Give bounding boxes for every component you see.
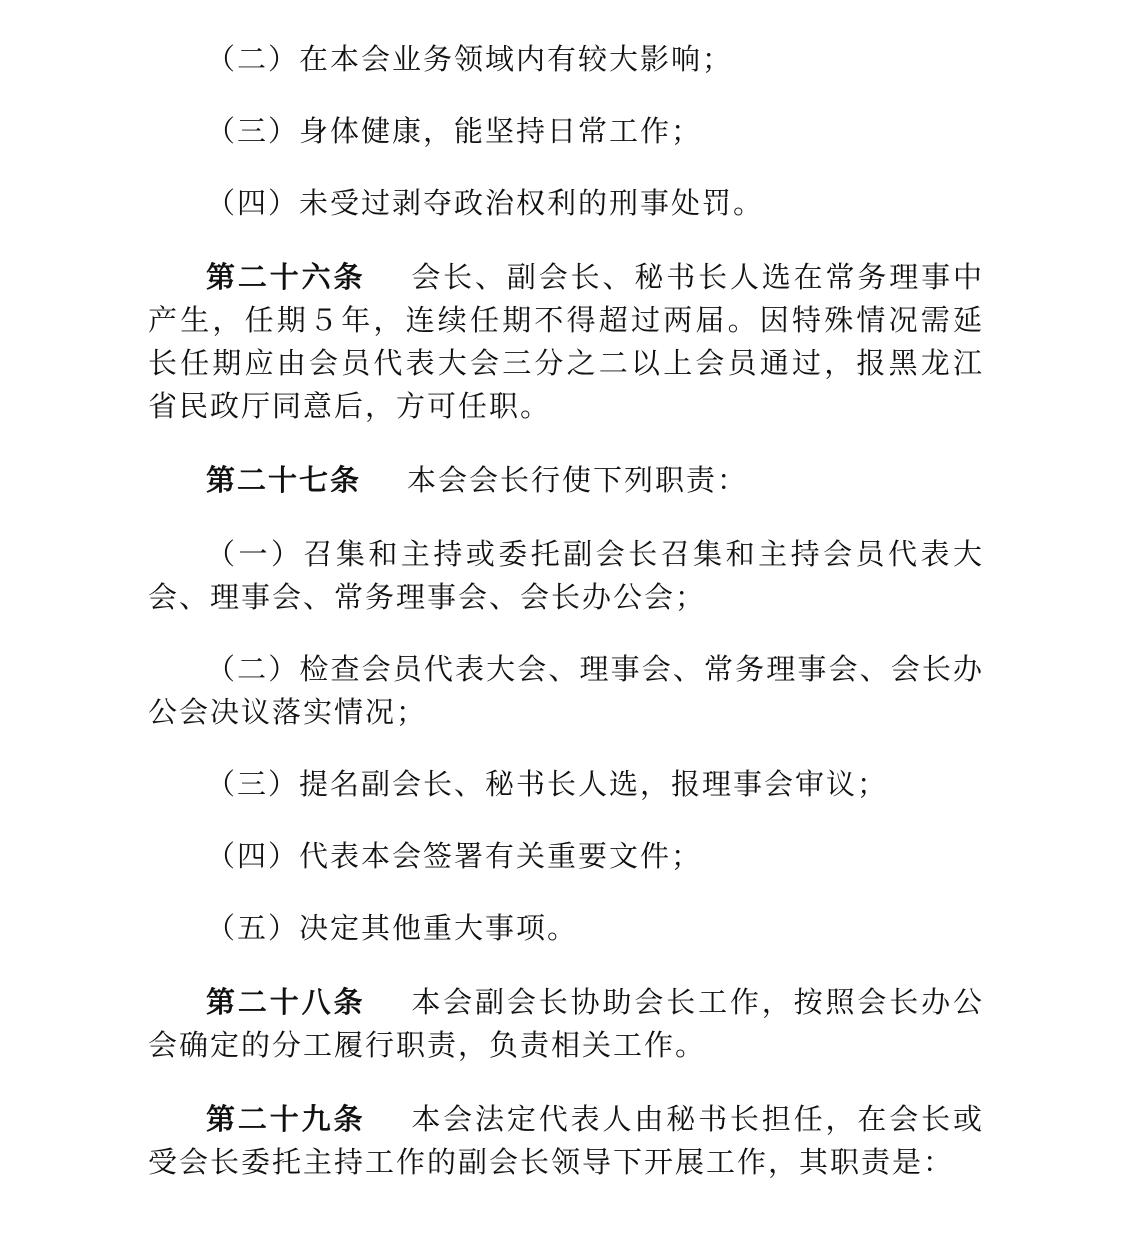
article-title: 第二十六条 — [206, 260, 366, 294]
list-item: （二）检查会员代表大会、理事会、常务理事会、会长办公会决议落实情况； — [148, 652, 984, 729]
article-title: 第二十八条 — [206, 985, 366, 1019]
article-29 — [148, 1098, 984, 1184]
article-title: 第二十七条 — [206, 463, 362, 497]
article-27 — [148, 459, 984, 502]
list-item: （四）未受过剥夺政治权利的刑事处罚。 — [206, 186, 765, 220]
article-26 — [148, 256, 984, 428]
list-item: （五）决定其他重大事项。 — [206, 911, 579, 945]
article-text: 本会法定代表人由秘书长担任，在会长或受会长委托主持工作的副会长领导下开展工作，其职责是： — [148, 1102, 984, 1179]
list-item: （一）召集和主持或委托副会长召集和主持会员代表大会、理事会、常务理事会、会长办公会； — [148, 537, 984, 614]
article-text: 本会副会长协助会长工作，按照会长办公会确定的分工履行职责，负责相关工作。 — [148, 985, 984, 1062]
list-item: （三）提名副会长、秘书长人选，报理事会审议； — [206, 767, 889, 801]
list-item: （二）在本会业务领域内有较大影响； — [206, 42, 734, 76]
list-item: （三）身体健康，能坚持日常工作； — [206, 114, 703, 148]
article-28 — [148, 981, 984, 1067]
article-text: 会长、副会长、秘书长人选在常务理事中产生，任期５年，连续任期不得超过两届。因特殊情况需延长任期应由会员代表大会三分之二以上会员通过，报黑龙江省民政厅同意后，方可任职。 — [148, 260, 984, 423]
article-text: 本会会长行使下列职责： — [407, 463, 749, 497]
list-item: （四）代表本会签署有关重要文件； — [206, 839, 703, 873]
article-title: 第二十九条 — [206, 1102, 366, 1136]
document-page — [148, 38, 984, 1213]
